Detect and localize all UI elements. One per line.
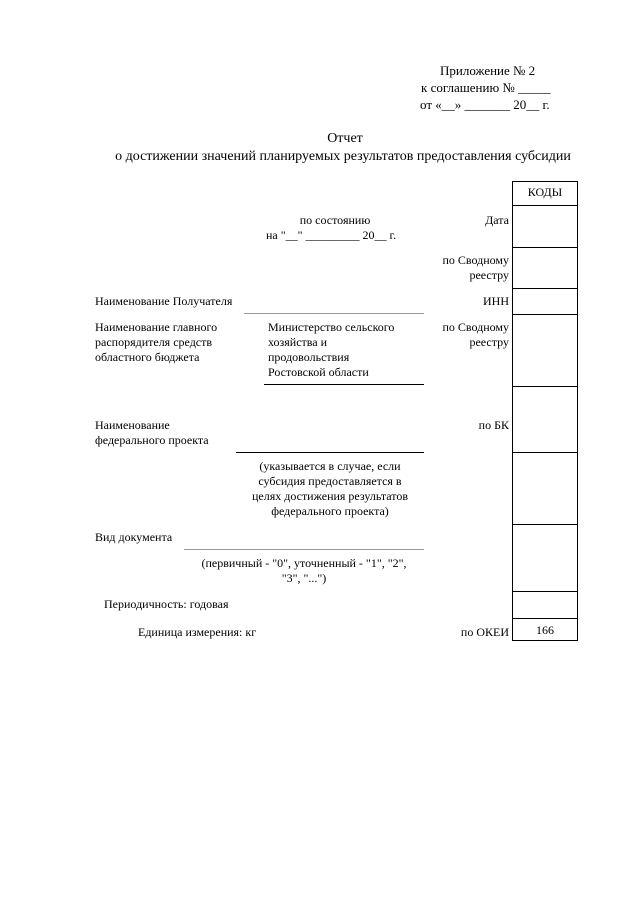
label-okei: по ОКЕИ [460,625,509,639]
project-underline [236,452,424,453]
report-subtitle: о достижении значений планируемых результатов предоставления субсидии [115,149,571,164]
project-note-line4: федерального проекта) [271,504,389,518]
as-of-label: по состоянию [299,213,371,227]
code-cell-date [513,205,577,206]
label-inn: ИНН [483,294,509,308]
label-svod2-line2: реестру [469,335,509,349]
label-svod2-line1: по Сводному [442,320,509,334]
recipient-underline [244,313,424,314]
okei-code-value: 166 [536,623,554,637]
label-recipient: Наименование Получателя [95,294,233,308]
label-project-line1: Наименование [95,418,170,432]
label-unit: Единица измерения: кг [138,625,257,639]
code-cell-okei [513,618,577,619]
as-of-date: на "__" _________ 20__ г. [266,228,397,242]
manager-value-line4: Ростовской области [268,365,369,379]
code-cell-inn [513,288,577,289]
doc-type-note-line2: "3", "...") [281,571,327,585]
label-periodicity: Периодичность: годовая [104,597,229,611]
agreement-number: к соглашению № _____ [421,80,551,95]
label-project-line2: федерального проекта [95,433,209,447]
appendix-number: Приложение № 2 [440,63,536,78]
code-cell-svod1 [513,247,577,248]
label-date: Дата [485,213,509,227]
code-cell-svod2 [513,314,577,315]
label-svod1-line1: по Сводному [442,253,509,267]
codes-header: КОДЫ [527,185,563,199]
label-bk: по БК [478,418,509,432]
codes-column [512,181,578,641]
label-manager-line2: распорядителя средств [95,335,213,349]
project-note-line2: субсидия предоставляется в [258,474,402,488]
label-manager-line1: Наименование главного [95,320,218,334]
project-note-line1: (указывается в случае, если [259,459,401,473]
manager-value-line1: Министерство сельского [268,320,395,334]
manager-underline [264,384,424,385]
manager-value-line3: продовольствия [268,350,350,364]
code-cell-periodicity [513,591,577,592]
code-cell-bk [513,386,577,387]
code-cell-doc-type [513,524,577,525]
label-doc-type: Вид документа [95,530,173,544]
manager-value-line2: хозяйства и [268,335,328,349]
project-note-line3: целях достижения результатов [251,489,409,503]
doc-type-underline [184,549,424,550]
agreement-date: от «__» _______ 20__ г. [420,97,550,112]
label-manager-line3: областного бюджета [95,350,200,364]
label-svod1-line2: реестру [469,268,509,282]
code-cell-empty1 [513,452,577,453]
doc-type-note-line1: (первичный - "0", уточненный - "1", "2", [201,556,407,570]
report-title: Отчет [327,131,363,146]
